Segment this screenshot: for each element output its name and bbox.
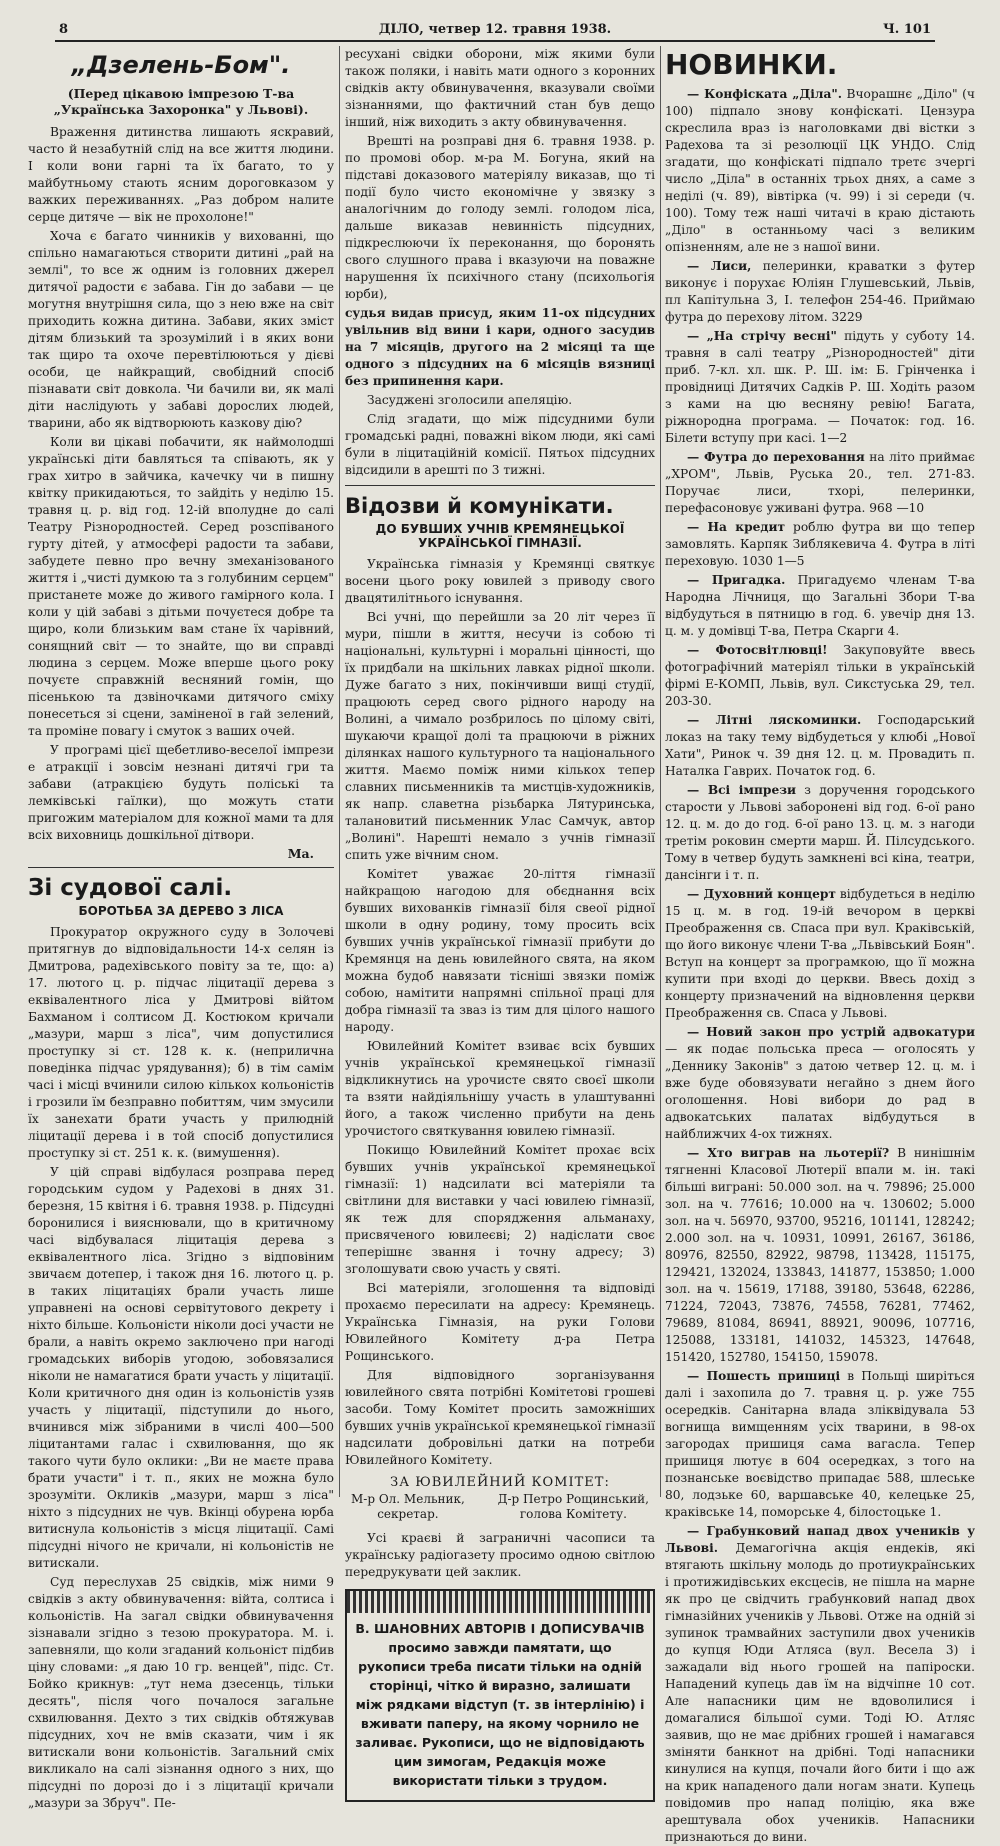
news-item-text: Демагогічна акція ендеків, які втягають шкільну молодь до протиукраїнських і протижидівських ексцесів, не пішла на марне як про це свідчить грабунковий напад двох гімназійних учеників у Львові. Отже на одній зі зупинок трамвайних заступили двох учеників до купця Юди Атляса (вул. Весела 3) і зажадали від нього грошей на папіроски. Нападений купець дав їм на відчіпне 10 сот. Але напасники цим не вдоволилися і домагалися більшої суми. Тоді Ю. Атляс заявив, що не має дрібних грошей і намагався зміняти банкнот на дрібні. Тоді напасники кинулися на купця, почали його бити і що аж на крик нападеного дали ногам знати. Купець повідомив про напад поліцію, яка вже арештувала обох учеників. Напасники признаються до вини. xyxy=(665,1541,976,1844)
news-item xyxy=(665,886,975,1022)
news-title: НОВИНКИ. xyxy=(665,48,838,81)
paragraph: Суд переслухав 25 свідків, між ними 9 свідків з акту обвинувачення: війта, солтиса і кольоністів. На загал свідки обвинувачення зізнавали згідно з тезою прокуратора. М. і. запевняли, що коли згаданий кольоніст підбив ціну словами: „я даю 10 гр. венцей", підс. Ст. Бойко крикнув: „тут нема дзесенць, тільки десять", після чого почалося загальне схвилювання. Дехто з тих свідків обтяжував підсудних, хоч не вмів сказати, чим і як витискали вони кольоністів. Загальний сміх викликало на салі зізнання одного з них, що підсудні по дорозі до і з ліцитації кричали „мазури за Збруч". Пе- xyxy=(28,1575,334,1810)
signer-role: голова Комітету. xyxy=(519,1507,627,1521)
news-item xyxy=(665,572,975,640)
news-item-text: В нинішнім тягненні Класової Лютерії впали м. ін. такі більші виграні: 50.000 зол. на ч. 79896; 25.000 зол. на ч. 77616; 10.000 на ч. 130602; 5.000 зол. на ч. 56970, 93700, 95216, 101141, 128242; 2.000 зол. на ч. 10931, 10991, 26167, 36186, 80976, 82550, 82922, 98798, 113428, 115175, 129421, 132024, 133843, 141877, 153850; 1.000 зол. на ч. 15619, 17188, 39180, 53648, 62286, 71224, 72043, 73876, 74558, 76281, 77462, 79689, 81084, 86941, 88921, 90096, 107716, 125088, 133181, 141032, 145323, 147648, 151420, 152780, 154150, 159078. xyxy=(665,1146,976,1364)
news-item-lead: — Футра до переховання xyxy=(687,450,865,464)
news-item-text: Господарський локаз на таку тему відбудеться у клюбі „Нової Хати", Ринок ч. 39 дня 12. ц. м. Провадить п. Наталка Гаврих. Початок год. 6. xyxy=(665,713,976,778)
column-rule xyxy=(660,46,661,1497)
masthead-date: ДІЛО, четвер 12. травня 1938. xyxy=(378,22,612,37)
section-title: Зі судової салі. xyxy=(28,875,233,901)
news-item-lead: — „На стрічу весні" xyxy=(687,329,837,343)
news-item xyxy=(665,449,975,517)
committee-sign-title: ЗА ЮВИЛЕЙНИЙ КОМІТЕТ: xyxy=(390,1475,610,1490)
news-item-text: роблю футра ви що тепер замовлять. Карпяк Зиблякевича 4. Футра в літі переховую. 1030 1—5 xyxy=(665,520,975,568)
signatures xyxy=(351,1492,649,1522)
news-item-text: на літо приймає „ХРОМ", Львів, Руська 20., тел. 271-83. Поручає лиси, тхорі, пелеринки, перефасоновує уживані футра. 968 —10 xyxy=(665,450,976,515)
section-subtitle: ДО БУВШИХ УЧНІВ КРЕМЯНЕЦЬКОЇ УКРАЇНСЬКОЇ ГІМНАЗІЇ. xyxy=(375,522,625,550)
news-item-lead: — Конфіската „Діла". xyxy=(687,87,842,101)
news-item xyxy=(665,782,975,884)
notice-text: В. ШАНОВНИХ АВТОРІВ І ДОПИСУВАЧІВ просимо завжди памятати, що рукописи треба писати тільки на одній сторінці, чітко й виразно, залишати між рядками відступ (т. зв інтерлінію) і вживати паперу, на якому чорнило не заливає. Рукописи, що не відповідають цим зимогам, Редакція може використати тільки з трудом. xyxy=(355,1621,645,1788)
news-item-lead: — Пригадка. xyxy=(687,573,786,587)
news-item-text: Пригадуємо членам Т-ва Народна Лічниця, що Загальні Збори Т-ва відбудуться в пятницю в год. 6. увечір дня 13. ц. м. у домівці Т-ва, Петра Скарги 4. xyxy=(665,573,976,638)
news-item xyxy=(665,258,975,326)
news-item-text: відбудеться в неділю 15 ц. м. в год. 19-ій вечором в церкві Преображення св. Спаса при вул. Краківській, що його виконує члени Т-ва „Львівський Боян". Вступ на концерт за програмкою, що її можна купити при вході до церкви. Ввесь дохід з концерту призначений на відновлення церкви Преображення св. Спаса у Львові. xyxy=(665,887,976,1020)
signer-name: М-р Ол. Мельник, xyxy=(351,1492,465,1506)
paragraph: Коли ви цікаві побачити, як наймолодші українські діти бавляться та співають, як у грах хитро в зайчика, качечку чи в пишну квітку прикидаються, то зайдіть у неділю 15. травня ц. р. від год. 12-ій вполудне до салі Театру Різнородностей. Серед розспіваного гурту дітей, у атмосфері радости та забави, забудете певно про вечну змеханізованого життя і „чисті думкою та з голубиним серцем" пристанете може до живого гамірного кола. І коли у цій забаві з дітьми почуєтеся добре та щиро, коли близьким вам стане їх чарівний, сонящний світ — то знайте, що ви справді людина з серцем. Може вперше цього року почуєте справжній весняний гомін, що пісенькою та дзвіночками дитячого сміху понесеться зі сцени, заміненої в гай зелений, та проміне повагу і смуток з ваших очей. xyxy=(28,435,334,738)
paragraph: У програмі цієї щебетливо-веселої імпрези е атракції і зовсім незнані дитячі гри та забави (атракцією будуть поліські та лемківські гаїлки), що можуть стати пригожим матеріалом для кожної мами та для всіх виховниць дошкільної дітвори. xyxy=(28,743,334,842)
paragraph: Врешті на розправі дня 6. травня 1938. р. по промові обор. м-ра М. Богуна, який на підставі доказового матеріялу виказав, що ті події було чисто економічне у звязку з аналогічним до голоду землі. голодом ліса, дальше виказав невинність підсудних, підкреслюючи їх переконання, що боронять свого слушного права і вказуючи на поважне нарушення їх психічного стану (психольогія юрби), xyxy=(345,134,655,301)
paragraph: Всі матеріяли, зголошення та відповіді прохаємо пересилати на адресу: Кремянець. Українська Гімназія, на руки Голови Ювилейного Комітету д-ра Петра Рощинського. xyxy=(345,1281,655,1363)
news-item-lead: — Новий закон про устрій адвокатури xyxy=(687,1025,975,1039)
column-right xyxy=(665,46,976,1844)
paragraph: Комітет уважає 20-ліття гімназії найкращою нагодою для обєднання всіх бувших вихованків гімназії біля свеої рідної школи в одну родину, тому просить всіх бувших учнів української гімназії прибути до Кремянця на день ювилейного свята, на яком можна будоб навязати тісніші звязки поміж собою, намітити напрямні спільної праці для добра гімназії та зваз із тим для цілого нашого народу. xyxy=(345,867,655,1034)
signer-role: секретар. xyxy=(377,1507,439,1521)
issue-number: Ч. 101 xyxy=(882,22,931,37)
news-item xyxy=(665,642,975,710)
news-item xyxy=(665,86,975,256)
paragraph: Покищо Ювилейний Комітет прохає всіх бувших учнів української кремянецької гімназії: 1) надсилати всі матеріяли та світлини для виставки у часі ювилею гімназії, як теж для спорядження альманаху, присвяченого ювилеєві; 2) надіслати своє теперішнє звання і точну адресу; 3) зголошувати свою участь у святі. xyxy=(345,1143,655,1276)
news-item-lead: — Хто виграв на льотерії? xyxy=(687,1146,890,1160)
column-middle xyxy=(345,46,655,1788)
news-item-lead: — Грабунковий напад двох учеників у Львові. xyxy=(665,1524,975,1555)
section-subtitle: БОРОТЬБА ЗА ДЕРЕВО З ЛІСА xyxy=(78,904,284,918)
divider xyxy=(345,485,655,486)
news-item xyxy=(665,1145,975,1366)
news-item-text: підуть у суботу 14. травня в салі театру „Різнородностей" діти приб. 7-кл. хл. шк. Р. Ш. ім: Б. Грінченка і провідниці Дитячих Садків Р. Ш. Ходіть разом з ками на цю весняну ревію! Багата, ріжнородна програма. — Початок: год. 16. Білети вступу при касі. 1—2 xyxy=(665,329,976,445)
verdict-text: судья видав присуд, яким 11-ох підсудних увільнив від вини і кари, одного засудив на 7 місяців, другого на 2 місяці та ще одного з підсудних на 6 місяців вязниці без припинення кари. xyxy=(345,306,655,388)
notice-ornament xyxy=(347,1591,653,1613)
page-number: 8 xyxy=(59,22,69,37)
paragraph: Всі учні, що перейшли за 20 літ через її мури, пішли в життя, несучи із собою ті національні, культурні і моральні цінності, що їх придбали на шкільних лавках рідної школи. Дуже багато з них, покінчивши вищі студії, працюють серед свого рідного народу на Волині, а чимало розбрилось по цілому світі, шукаючи кращої долі та працюючи в ріжних ділянках нашого культурного та національного життя. Маємо поміж ними кількох тепер славних письменників та мистців-художників, як напр. славетна різьбарка Лятуринська, талановитий письменник Улас Самчук, автор „Волині". Нарешті немало з учнів гімназії спить уже вічним сном. xyxy=(345,610,655,862)
news-item-lead: — Пошесть пришиці xyxy=(687,1369,841,1383)
news-item-lead: — Лиси, xyxy=(687,259,752,273)
column-left xyxy=(28,46,334,1810)
signature: Ма. xyxy=(287,846,314,861)
news-item-text: з доручення городського старости у Львові заборонені від год. 6-ої рано 12. ц. м. до до год. 6-ої рано 13. ц. м. з нагоди третім роковин смерти марш. Й. Пілсудського. Тому в четвер будуть замкнені всі кіна, театри, дансінги і т. п. xyxy=(665,783,975,882)
section-title: Відозви й комунікати. xyxy=(345,494,614,518)
news-item-text: Вчорашнє „Діло" (ч 100) підпало знову конфіскаті. Цензура скреслила враз із наголовками дві вістки з Радехова та зі резолюції ЦК УНДО. Слід згадати, що конфіскаті підпало третє зчергі число „Діла" в останніх трьох днях, а саме з неділі (ч. 89), вівтірка (ч. 99) і зі середи (ч. 100). Тому теж наші читачі в краю дістають „Діло" в останньому часі з великим опізненням, але не з нашої вини. xyxy=(665,87,975,254)
news-item xyxy=(665,1024,975,1143)
news-item xyxy=(665,712,975,780)
page-header xyxy=(55,18,935,42)
article-title: „Дзелень-Бом". xyxy=(71,51,291,79)
news-item xyxy=(665,1523,975,1846)
article-subtitle: (Перед цікавою імпрезою Т-ва „Українська Захоронка" у Львові). xyxy=(53,86,309,117)
paragraph: У цій справі відбулася розправа перед городським судом у Радехові в днях 31. березня, 15 квітня і 6. травня 1938. р. Підсудні боронилися і вияснювали, що в критичному часі відбувалася ліцитація дерева з еквівалентного ліса. Згідно з відповіним звичаєм дотепер, і також дня 16. лютого ц. р. в таких ліцитаціях брали участь лише управнені на основі сервітутового декрету і ніхто більше. Кольоністи ніколи досі участи не брали, а навіть окремо заключено при нагоді громадських виборів угодою, зобовязалися ніколи не намагатися брати участь у ліцитації. Коли критичного дня один із кольоністів узяв участь у ліцитації, підступили до нього, вчинився між зібраними в числі 400—500 ліцитантами галас і схвилювання, що як такого чути було оклики: „Ви не маєте права брати участи" і т. п., яких не можна було зрозуміти. Окликів „мазури, марш з ліса" ніхто з підсудних не чув. Вкінці обурена юрба витиснула кольоністів з місця ліцитації. Самі підсудні нічого не кричали, ні кольоністів не витискали. xyxy=(28,1165,334,1570)
news-item xyxy=(665,328,975,447)
paragraph: Прокуратор окружного суду в Золочеві притягнув до відповідальности 14-х селян із Дмитрова, радехівського повіту за те, що: а) 17. лютого ц. р. підчас ліцитації дерева з еквівалентного ліса у Дмитрові війтом Бахманом і солтисом Д. Костюком кричали „мазури, марш з ліса", чим допустилися проступку зі ст. 128 к. к. (неприлична поведінка підчас урядування); б) в тім самім часі і місці вчинили силою кількох кольоністів і грозили їм безправно побиттям, чим змусили їх занехати брати участь у прилюдній ліцитації дерева і в той спосіб допустилися проступку зі ст. 251 к. к. (вимушення). xyxy=(28,925,334,1160)
news-item-lead: — Всі імпрези xyxy=(687,783,797,797)
signature-right xyxy=(498,1492,649,1522)
paragraph: ресуханi свідки оборони, між якими були також поляки, і навіть мати одного з коронних свідків акту обвинувачення, вказували своїми зізнаннями, що фактичний стан був дещо інший, ніж виходить з акту обвинувачення. xyxy=(345,47,655,129)
news-list xyxy=(665,86,975,1846)
paragraph: Хоча є багато чинників у вихованні, що спільно намагаються створити дитині „рай на землі", то все ж одним із головних джерел дитячої радости є забава. Гін до забави — це могутня внутрішня сила, що з нею вже на світ приходить кожна дитина. Забави, яких зміст дітям близький та зрозумілий і в яких вони так щиро та охоче перевтілюються у дієві особи, це найкращий, свобідний спосіб пізнавати світ довкола. Чи бачили ви, як малі діти наслідують у забаві дорослих людей, тварини, або як відтворюють казкову дію? xyxy=(28,229,334,430)
news-item-text: Закуповуйте ввесь фотографічний матеріял тільки в українській фірмі Е-КОМП, Львів, вул. Сикстуська 29, тел. 203-30. xyxy=(665,643,975,708)
signer-name: Д-р Петро Рощинський, xyxy=(497,1492,649,1506)
paragraph: Ювилейний Комітет взиває всіх бувших учнів української кремянецької гімназії відкликнутись на урочисте свято своєї школи та взяти найдіяльнішу участь в улаштуванні його, а також численно прибути на день урочистого святкування ювилею гімназії. xyxy=(345,1039,655,1138)
news-item-lead: — Літні ляскоминки. xyxy=(687,713,862,727)
editorial-notice xyxy=(345,1589,655,1802)
news-item-lead: — Фотосвітлювці! xyxy=(687,643,828,657)
news-item-lead: — На кредит xyxy=(687,520,786,534)
news-item xyxy=(665,1368,975,1521)
news-item-lead: — Духовний концерт xyxy=(687,887,836,901)
divider xyxy=(28,867,334,868)
paragraph: Враження дитинства лишають яскравий, часто й незабутній слід на все життя людини. І коли вони гарні та їх багато, то у майбутньому стають ясним дороговказом у важких переживаннях. „Раз добром налите серце дитяче — вік не прохолоне!" xyxy=(28,125,334,224)
paragraph: Усі краєві й заграничні часописи та українську радіогазету просимо одною світлою передрукувати цей заклик. xyxy=(345,1531,655,1579)
news-item-text: в Польщі ширіться далі і захопила до 7. травня ц. р. уже 755 осередків. Санітарна влада зліквідувала 53 вогнища вимщенням усіх тварини, в 98-ох загородах пришиця сама вагасла. Тепер пришиця лютує в 604 осередках, з того на познанське воєвідство припадає 588, шлеське 80, лодзьке 60, варшавське 40, келецьке 25, краківське 14, поморське 4, білостоцьке 1. xyxy=(665,1369,975,1519)
column-rule xyxy=(339,46,340,1497)
paragraph: Українська гімназія у Кремянці святкує восени цього року ювилей з приводу свого двацятилітнього існування. xyxy=(345,557,655,605)
news-item-text: — як подає польська преса — оголосять у „Деннику Законів" з датою четвер 12. ц. м. і вже буде обовязувати негайно з днем його оголошення. Нові вибори до рад в адвокатських палатах відбудуться в найближчих 4-ох тижнях. xyxy=(665,1042,975,1141)
paragraph: Засуджені зголосили апеляцію. xyxy=(367,393,573,407)
news-item-text: пелеринки, краватки з футер виконує і порухає Юліян Глушевський, Львів, пл Капітульна 3, І. телефон 254-46. Приймаю футра до перехову літом. 3229 xyxy=(665,259,975,324)
paragraph: Слід згадати, що між підсудними були громадські радні, поважні віком люди, які самі були в ліцитаційній комісії. Пятьох підсудних відсидили в арешті по 3 тижні. xyxy=(345,412,655,477)
signature-left xyxy=(351,1492,465,1522)
paragraph: Для відповідного зорганізування ювилейного свята потрібні Комітетові грошеві засоби. Тому Комітет просить заможніших бувших учнів української кремянецької гімназії надсилати добровільні датки на потреби Ювилейного Комітету. xyxy=(345,1368,655,1467)
news-item xyxy=(665,519,975,570)
